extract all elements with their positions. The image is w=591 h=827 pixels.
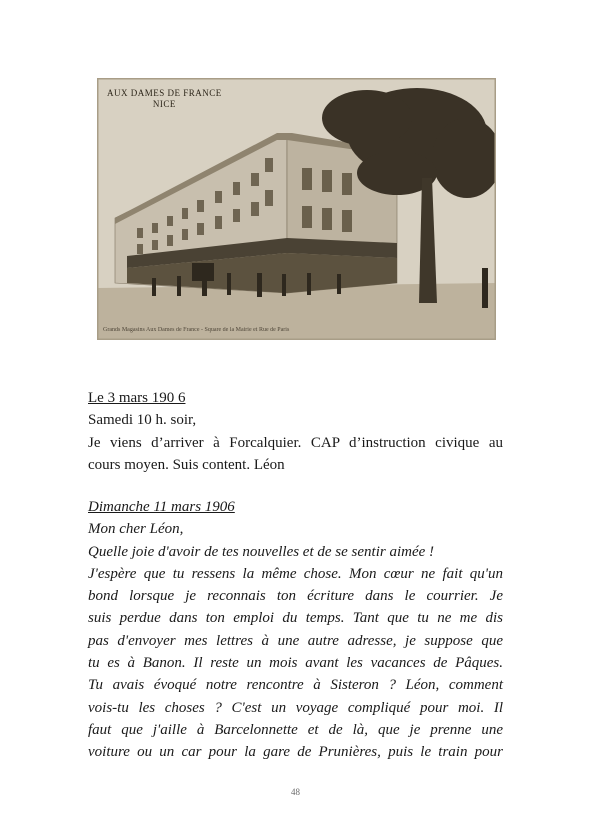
entry-2-line: suis perdue dans ton emploi du temps. Tant que tu ne me dis [88, 610, 503, 627]
postcard-caption-bottom: Grands Magasins Aux Dames de France - Square de la Mairie et Rue de Paris [103, 327, 290, 333]
entry-2-line: voiture ou un car pour la gare de Prunières, puis le train pour [88, 744, 503, 761]
entry-2-line: faut que j'aille à Barcelonnette et de là, que je prenne une [88, 721, 503, 738]
caption-top-line1: AUX DAMES DE FRANCE [107, 88, 222, 98]
department-store-illustration [97, 78, 496, 340]
entry-2 [88, 496, 503, 764]
entry-1 [88, 387, 503, 476]
entry-2-line: J'espère que tu ressens la même chose. Mon cœur ne fait qu'un [88, 565, 503, 582]
entry-1-date: Le 3 mars 190 6 [88, 390, 186, 406]
entry-2-line: vois-tu les choses ? C'est un voyage compliqué pour moi. Il [88, 699, 503, 716]
postcard-caption-top [107, 88, 222, 110]
entry-2-line: pas d'envoyer mes lettres à une autre adresse, je suppose que [88, 632, 503, 649]
entry-1-line: Je viens d’arriver à Forcalquier. CAP d’instruction civique au [88, 434, 503, 451]
page-number: 48 [291, 787, 300, 797]
entry-2-salutation: Mon cher Léon, [88, 521, 184, 538]
entry-2-line: bond lorsque je reconnais ton écriture dans le courrier. Je [88, 588, 503, 605]
entry-1-line: cours moyen. Suis content. Léon [88, 456, 285, 473]
postcard-photo [97, 78, 496, 340]
entry-1-line: Samedi 10 h. soir, [88, 412, 197, 429]
entry-2-line: Tu avais évoqué notre rencontre à Sisteron ? Léon, comment [88, 677, 503, 694]
caption-top-line2: NICE [152, 99, 176, 109]
entry-2-line: Quelle joie d'avoir de tes nouvelles et de se sentir aimée ! [88, 543, 435, 560]
entry-2-date: Dimanche 11 mars 1906 [88, 499, 235, 515]
entry-2-line: tu es à Banon. Il reste un mois avant les vacances de Pâques. [88, 655, 503, 672]
